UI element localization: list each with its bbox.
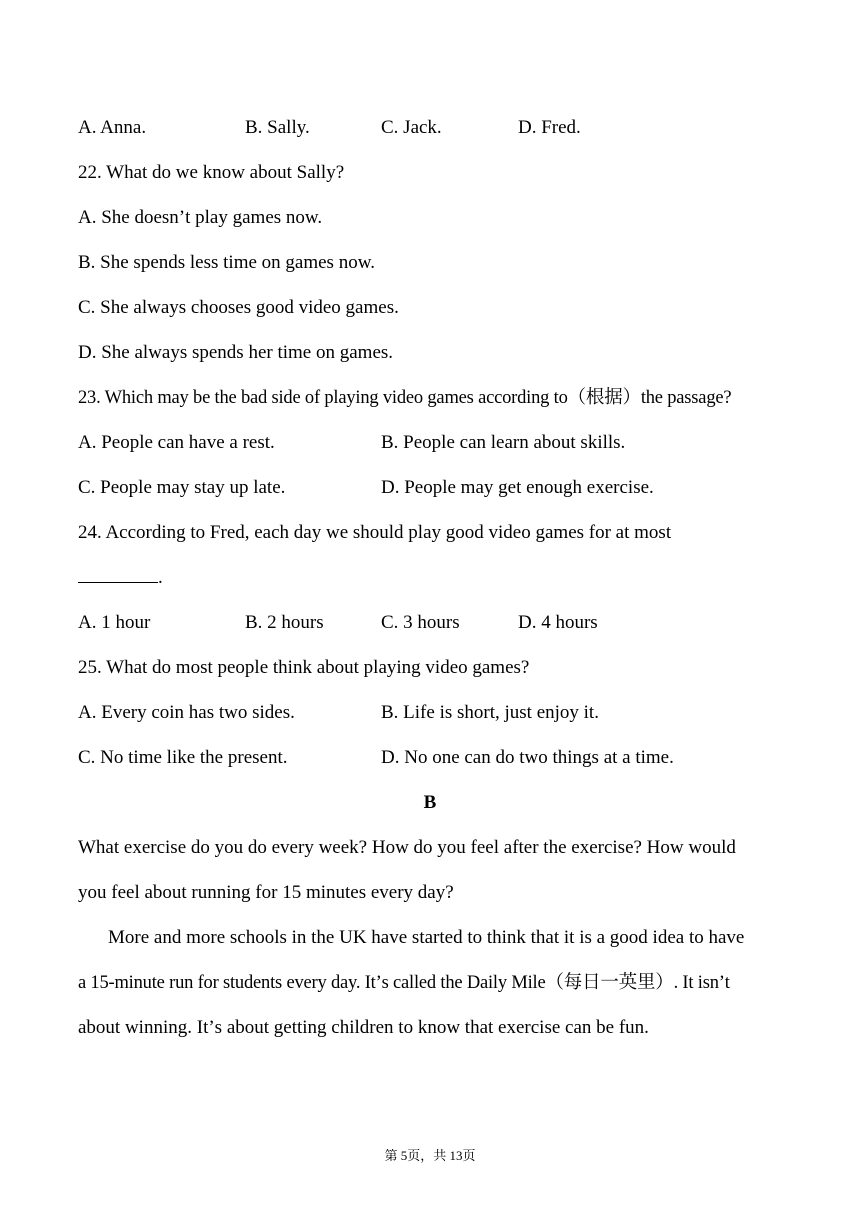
q21-option-b: B. Sally. <box>245 117 310 138</box>
q21-option-d: D. Fred. <box>518 117 581 138</box>
q23-option-b: B. People can learn about skills. <box>381 432 626 453</box>
q23-option-c: C. People may stay up late. <box>78 477 286 498</box>
q24-answer-blank-line <box>78 566 163 590</box>
q24-option-a: A. 1 hour <box>78 612 151 633</box>
q25-option-b: B. Life is short, just enjoy it. <box>381 702 599 723</box>
q21-option-c: C. Jack. <box>381 117 442 138</box>
q24-blank-period: . <box>158 567 163 588</box>
q24-option-d: D. 4 hours <box>518 612 598 633</box>
section-b-paragraph-line-1: More and more schools in the UK have started to think that it is a good idea to have <box>108 927 745 948</box>
section-b-intro-line-2: you feel about running for 15 minutes every day? <box>78 882 454 903</box>
q25-option-a: A. Every coin has two sides. <box>78 702 295 723</box>
q24-question: 24. According to Fred, each day we should play good video games for at most <box>78 522 672 543</box>
q24-option-c: C. 3 hours <box>381 612 460 633</box>
section-b-heading: B <box>423 792 437 813</box>
q25-option-c: C. No time like the present. <box>78 747 288 768</box>
page-number-footer: 第 5页，共 13页 <box>384 1148 476 1163</box>
q23-question: 23. Which may be the bad side of playing video games according to（根据）the passage? <box>78 388 732 408</box>
q23-option-d: D. People may get enough exercise. <box>381 477 654 498</box>
section-b-paragraph-line-3: about winning. Itʼs about getting children to know that exercise can be fun. <box>78 1017 649 1038</box>
section-b-paragraph-line-2: a 15-minute run for students every day. Itʼs called the Daily Mile（每日一英里）. It isnʼt <box>78 973 730 993</box>
q24-option-b: B. 2 hours <box>245 612 324 633</box>
q22-question: 22. What do we know about Sally? <box>78 162 345 183</box>
q23-option-a: A. People can have a rest. <box>78 432 275 453</box>
q21-option-a: A. Anna. <box>78 117 147 138</box>
q22-option-c: C. She always chooses good video games. <box>78 297 399 318</box>
q22-option-d: D. She always spends her time on games. <box>78 342 394 363</box>
q22-option-a: A. She doesnʼt play games now. <box>78 207 323 228</box>
q25-question: 25. What do most people think about playing video games? <box>78 657 530 678</box>
answer-blank <box>78 566 158 583</box>
q22-option-b: B. She spends less time on games now. <box>78 252 375 273</box>
section-b-intro-line-1: What exercise do you do every week? How do you feel after the exercise? How would <box>78 837 736 858</box>
q25-option-d: D. No one can do two things at a time. <box>381 747 674 768</box>
